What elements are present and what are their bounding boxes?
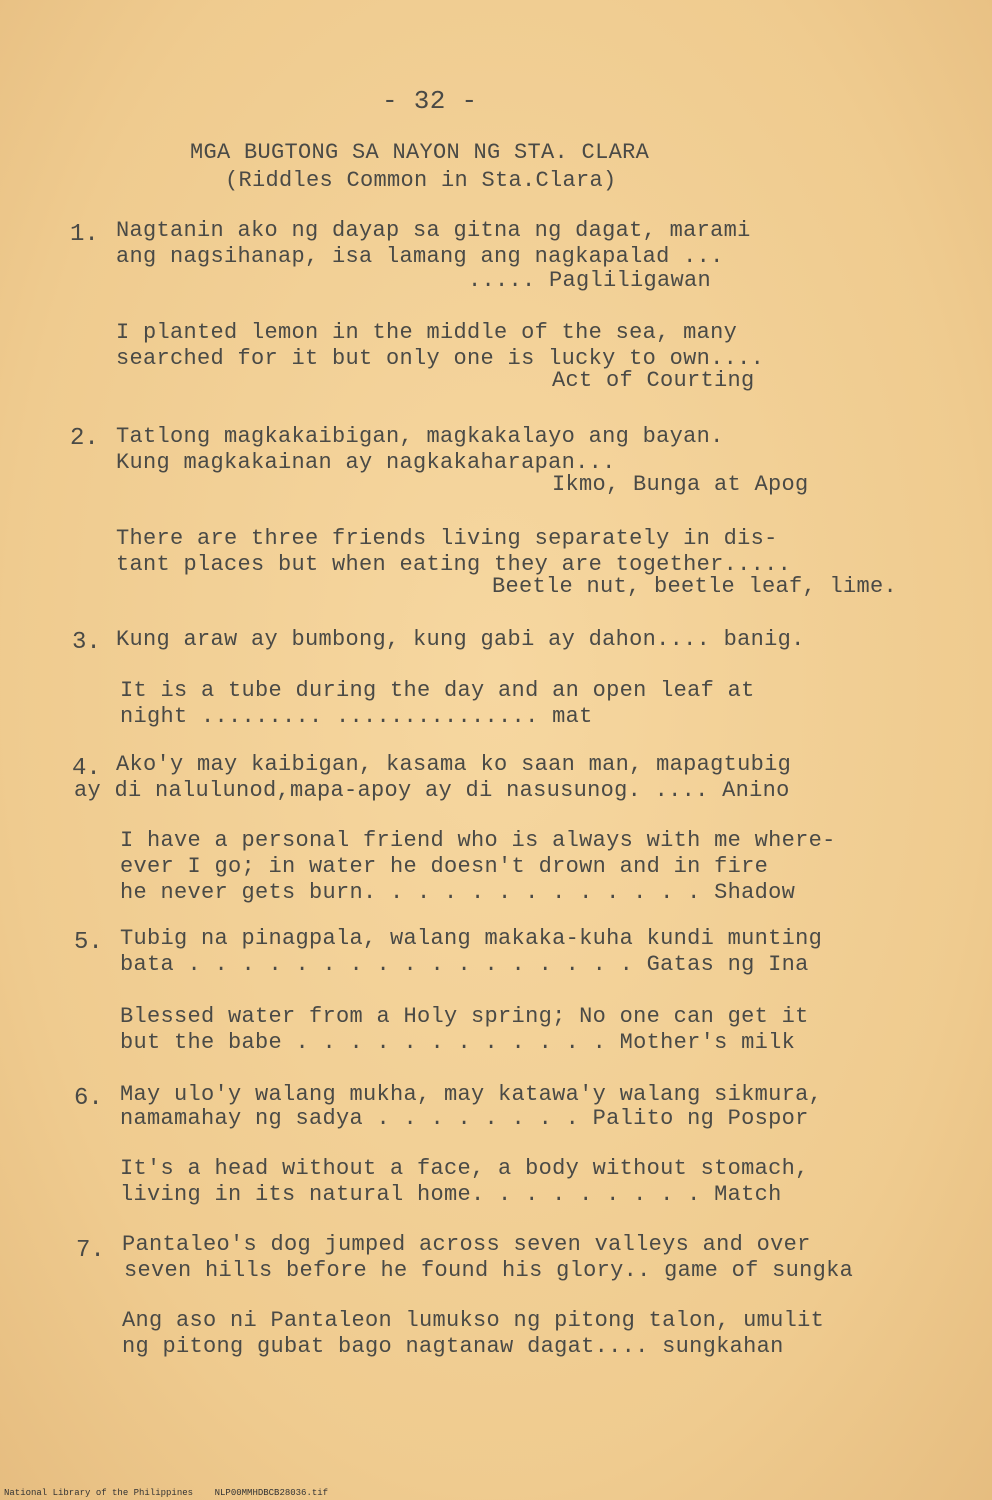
tagalog-line: ang nagsihanap, isa lamang ang nagkapalad ... — [116, 244, 724, 269]
tagalog-line: Tubig na pinagpala, walang makaka-kuha kundi munting — [120, 926, 823, 951]
english-answer: Act of Courting — [552, 368, 755, 393]
english-line: seven hills before he found his glory.. game of sungka — [124, 1258, 854, 1283]
riddle-number: 6. — [74, 1085, 103, 1112]
tagalog-line: Ako'y may kaibigan, kasama ko saan man, mapagtubig — [116, 752, 792, 777]
english-answer: Beetle nut, beetle leaf, lime. — [492, 574, 898, 599]
riddle-number: 5. — [74, 929, 103, 956]
riddle-number: 7. — [76, 1237, 105, 1264]
english-line: Blessed water from a Holy spring; No one can get it — [120, 1004, 809, 1029]
tagalog-line: Kung magkakainan ay nagkakaharapan... — [116, 450, 616, 475]
english-line: tant places but when eating they are together..... — [116, 552, 792, 577]
tagalog-line: May ulo'y walang mukha, may katawa'y walang sikmura, — [120, 1082, 823, 1107]
tagalog-line: Nagtanin ako ng dayap sa gitna ng dagat, marami — [116, 218, 751, 243]
english-line: There are three friends living separately in dis- — [116, 526, 778, 551]
english-line: Pantaleo's dog jumped across seven valleys and over — [122, 1232, 811, 1257]
english-line: I have a personal friend who is always with me where- — [120, 828, 836, 853]
scan-footer: National Library of the Philippines NLP00MMHDBCB28036.tif — [4, 1488, 329, 1498]
riddle-number: 1. — [70, 221, 99, 248]
tagalog-answer: Ikmo, Bunga at Apog — [552, 472, 809, 497]
english-line: It is a tube during the day and an open leaf at — [120, 678, 755, 703]
page-subtitle: (Riddles Common in Sta.Clara) — [225, 168, 617, 193]
english-line: searched for it but only one is lucky to own.... — [116, 346, 765, 371]
riddle-number: 3. — [72, 629, 101, 656]
english-line: living in its natural home. . . . . . . . . Match — [120, 1182, 782, 1207]
tagalog-line: ng pitong gubat bago nagtanaw dagat.... sungkahan — [122, 1334, 784, 1359]
page-title: MGA BUGTONG SA NAYON NG STA. CLARA — [190, 140, 650, 165]
tagalog-line: namamahay ng sadya . . . . . . . . Palito ng Pospor — [120, 1106, 809, 1131]
tagalog-line: Ang aso ni Pantaleon lumukso ng pitong talon, umulit — [122, 1308, 825, 1333]
tagalog-answer: ..... Pagliligawan — [468, 268, 712, 293]
english-line: night ......... ............... mat — [120, 704, 593, 729]
english-line: but the babe . . . . . . . . . . . . Mother's milk — [120, 1030, 796, 1055]
riddle-number: 2. — [70, 425, 99, 452]
tagalog-line: Tatlong magkakaibigan, magkakalayo ang bayan. — [116, 424, 724, 449]
english-line: ever I go; in water he doesn't drown and in fire — [120, 854, 769, 879]
english-line: I planted lemon in the middle of the sea, many — [116, 320, 738, 345]
riddle-number: 4. — [72, 755, 101, 782]
tagalog-line: Kung araw ay bumbong, kung gabi ay dahon.... banig. — [116, 627, 805, 652]
english-line: he never gets burn. . . . . . . . . . . . . Shadow — [120, 880, 796, 905]
tagalog-line: bata . . . . . . . . . . . . . . . . . Gatas ng Ina — [120, 952, 809, 977]
page-number: - 32 - — [382, 86, 478, 116]
english-line: It's a head without a face, a body without stomach, — [120, 1156, 809, 1181]
tagalog-line: ay di nalulunod,mapa-apoy ay di nasusunog. .... Anino — [74, 778, 790, 803]
